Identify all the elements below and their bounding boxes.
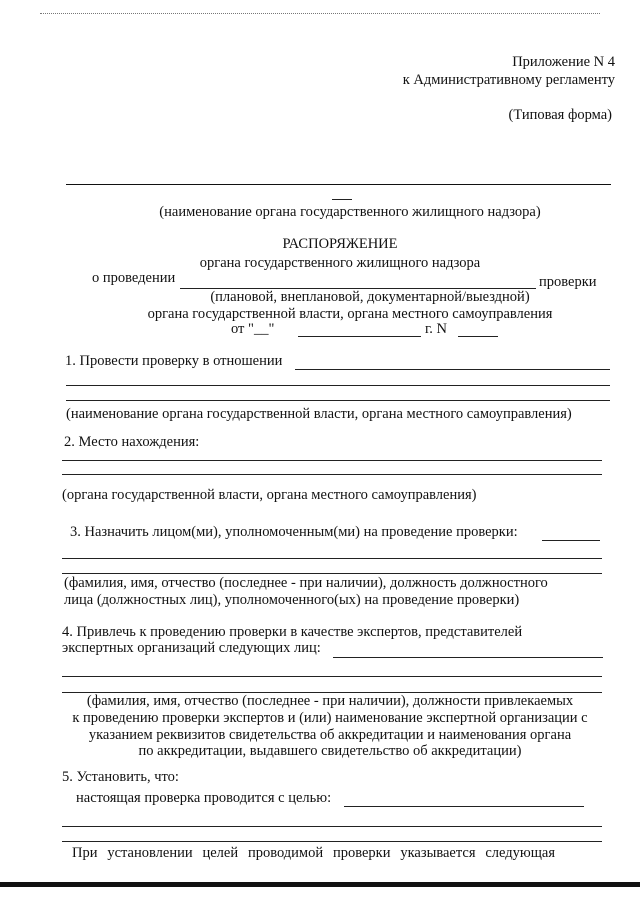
item4-blank-line2[interactable] [62, 676, 602, 677]
item3-blank-line2[interactable] [62, 558, 602, 559]
item3-blank-inline[interactable] [542, 540, 600, 541]
item2-blank-line1[interactable] [62, 460, 602, 461]
number-prefix: г. N [425, 321, 448, 337]
regulation-label: к Административному регламенту [402, 72, 615, 88]
item3-caption-line1: (фамилия, имя, отчество (последнее - при наличии), должность должностного [64, 575, 548, 591]
org-name-caption: (наименование органа государственного жилищного надзора) [159, 204, 541, 220]
bottom-edge-band [0, 882, 640, 887]
document-subtitle: органа государственного жилищного надзора [199, 255, 481, 271]
item4-caption-line2: к проведению проверки экспертов и (или) наименование экспертной организации с [72, 710, 588, 726]
about-suffix: проверки [539, 274, 597, 290]
item5-blank-line3[interactable] [62, 841, 602, 842]
item1-caption: (наименование органа государственной власти, органа местного самоуправления) [66, 406, 572, 422]
item1-text: 1. Провести проверку в отношении [65, 353, 283, 369]
org-name-line [66, 184, 611, 185]
check-types-caption: (плановой, внеплановой, документарной/выездной) [210, 289, 530, 305]
item4-caption-line3: указанием реквизитов свидетельства об аккредитации и наименования органа [88, 727, 572, 743]
item2-blank-line2[interactable] [62, 474, 602, 475]
item2-text: 2. Место нахождения: [64, 434, 200, 450]
item4-caption-line1: (фамилия, имя, отчество (последнее - при наличии), должности привлекаемых [86, 693, 574, 709]
authority-caption: органа государственной власти, органа местного самоуправления [147, 306, 553, 322]
item5-purpose: настоящая проверка проводится с целью: [76, 790, 332, 806]
org-name-short-line [332, 199, 352, 200]
item5-note: При установлении целей проводимой проверки указывается следующая [72, 845, 555, 861]
item1-blank-inline[interactable] [295, 369, 610, 370]
form-type-label: (Типовая форма) [508, 107, 612, 123]
item4-blank-inline[interactable] [333, 657, 603, 658]
item1-blank-line2[interactable] [66, 385, 610, 386]
item1-blank-line3[interactable] [66, 400, 610, 401]
date-blank[interactable] [298, 336, 421, 337]
item3-blank-line3[interactable] [62, 573, 602, 574]
item5-purpose-blank[interactable] [344, 806, 584, 807]
item4-text-line2: экспертных организаций следующих лиц: [62, 640, 321, 656]
item4-caption-line4: по аккредитации, выдавшего свидетельство об аккредитации) [138, 743, 522, 759]
top-edge-line [40, 13, 600, 14]
appendix-label: Приложение N 4 [512, 54, 615, 70]
item3-text: 3. Назначить лицом(ми), уполномоченным(ми) на проведение проверки: [70, 524, 518, 540]
item3-caption-line2: лица (должностных лиц), уполномоченного(ых) на проведение проверки) [64, 592, 520, 608]
about-prefix: о проведении [92, 270, 176, 286]
document-title: РАСПОРЯЖЕНИЕ [282, 236, 398, 252]
item4-text-line1: 4. Привлечь к проведению проверки в качестве экспертов, представителей [62, 624, 523, 640]
item5-text: 5. Установить, что: [62, 769, 179, 785]
item5-blank-line2[interactable] [62, 826, 602, 827]
number-blank[interactable] [458, 336, 498, 337]
item2-caption: (органа государственной власти, органа местного самоуправления) [62, 487, 477, 503]
date-prefix: от "__" [231, 321, 275, 337]
